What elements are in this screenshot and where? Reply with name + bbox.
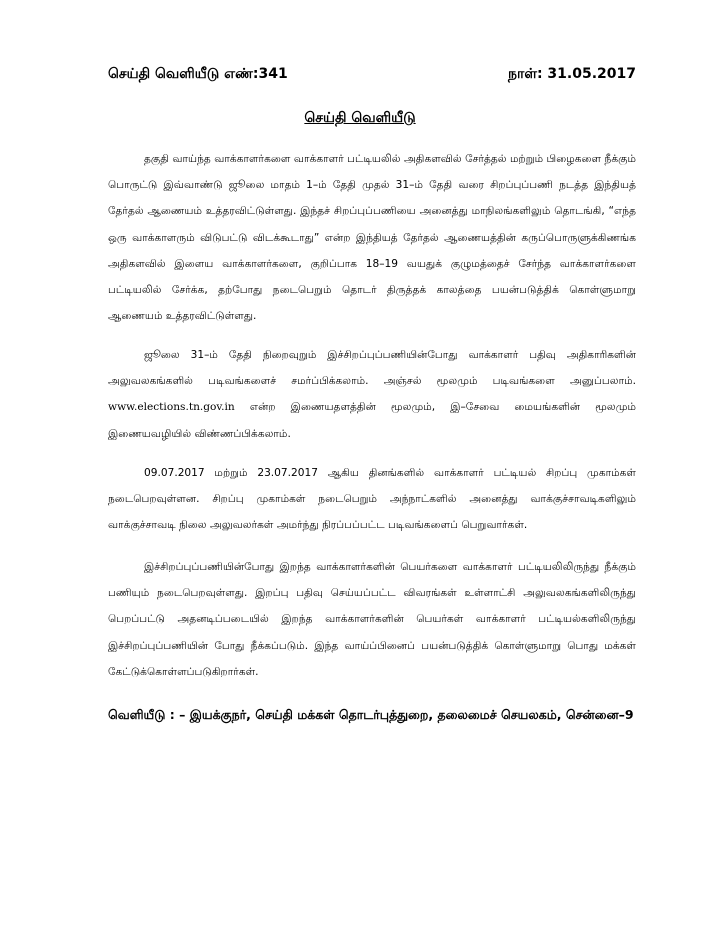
paragraph-1-text: தகுதி வாய்ந்த வாக்காளர்களை வாக்காளர் பட்டியலில் அதிகளவில் சேர்த்தல் மற்றும் பிழைகளை நீக்கும் பொருட்டு இவ்வாண்டு ஜூலை மாதம் 1–ம் தேதி முதல் 31–ம் தேதி வரை சிறப்புப்பணி நடத்த இந்தியத் தேர்தல் ஆணையம் உத்தரவிட்டுள்ளது. இந்தச் சிறப்புப்பணியை அனைத்து மாநிலங்களிலும் தொடங்கி, “எந்த ஒரு வாக்காளரும் விடுபட்டு விடக்கூடாது” என்ற இந்தியத் தேர்தல் ஆணையத்தின் கருப்பொருளுக்கிணங்க அதிகளவில் இளைய வாக்காளர்களை, குறிப்பாக 18–19 வயதுக் குழுமத்தைச் சேர்ந்த வாக்காளர்களை பட்டியலில் சேர்க்க, தற்போது நடைபெறும் தொடர் திருத்தக் காலத்தை பயன்படுத்திக் கொள்ளுமாறு ஆணையம் உத்தரவிட்டுள்ளது. — [108, 153, 636, 323]
release-number: செய்தி வெளியீடு எண்:341 — [108, 66, 288, 82]
paragraph-1 — [108, 146, 636, 329]
paragraph-4-text: இச்சிறப்புப்பணியின்போது இறந்த வாக்காளர்களின் பெயர்களை வாக்காளர் பட்டியலிலிருந்து நீக்கும் பணியும் நடைபெறவுள்ளது. இறப்பு பதிவு செய்யப்பட்ட விவரங்கள் உள்ளாட்சி அலுவலகங்களிலிருந்து பெறப்பட்டு அதனடிப்படையில் இறந்த வாக்காளர்களின் பெயர்கள் வாக்காளர் பட்டியல்களிலிருந்து இச்சிறப்புப்பணியின் போது நீக்கப்படும். இந்த வாய்ப்பினைப் பயன்படுத்திக் கொள்ளுமாறு பொது மக்கள் கேட்டுக்கொள்ளப்படுகிறார்கள். — [108, 561, 636, 678]
paragraph-2-text: ஜூலை 31–ம் தேதி நிறைவுறும் இச்சிறப்புப்பணியின்போது வாக்காளர் பதிவு அதிகாரிகளின் அலுவலகங்களில் படிவங்களைச் சமர்ப்பிக்கலாம். அஞ்சல் மூலமும் படிவங்களை அனுப்பலாம். — [108, 349, 636, 388]
paragraph-4 — [108, 554, 636, 685]
header — [108, 66, 636, 90]
paragraph-2-text-continued: என்ற இணையதளத்தின் மூலமும், இ–சேவை மையங்களின் மூலமும் இணையவழியில் விண்ணப்பிக்கலாம். — [108, 401, 636, 440]
release-date: நாள்: 31.05.2017 — [508, 66, 636, 82]
paragraph-2 — [108, 342, 636, 447]
footer-issuer: வெளியீடு : – இயக்குநர், செய்தி மக்கள் தொடர்புத்துறை, தலைமைச் செயலகம், சென்னை–9 — [108, 707, 634, 722]
paragraph-3 — [108, 460, 636, 539]
website-url: www.elections.tn.gov.in — [108, 401, 235, 414]
page-title: செய்தி வெளியீடு — [304, 110, 416, 126]
paragraph-3-text: 09.07.2017 மற்றும் 23.07.2017 ஆகிய தினங்களில் வாக்காளர் பட்டியல் சிறப்பு முகாம்கள் நடைபெறவுள்ளன. சிறப்பு முகாம்கள் நடைபெறும் அந்நாட்களில் அனைத்து வாக்குச்சாவடிகளிலும் வாக்குச்சாவடி நிலை அலுவலர்கள் அமர்ந்து நிரப்பப்பட்ட படிவங்களைப் பெறுவார்கள். — [108, 467, 636, 532]
